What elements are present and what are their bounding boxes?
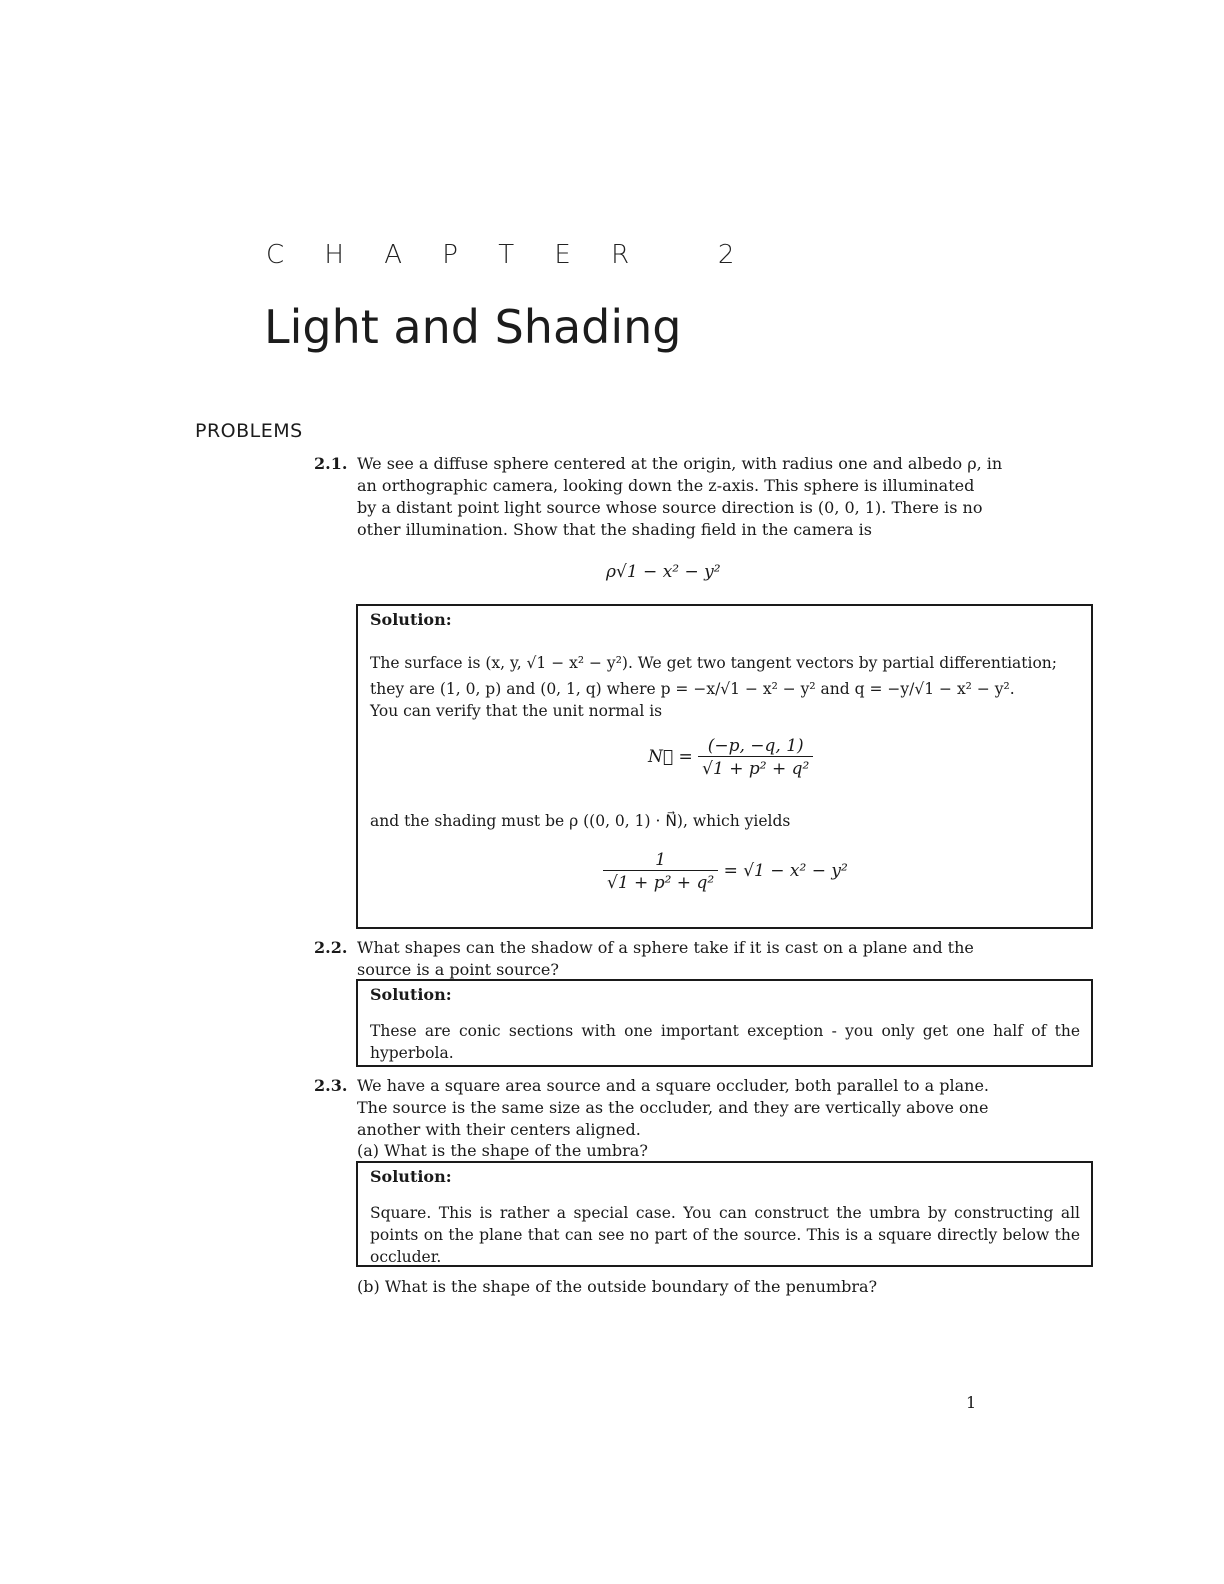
result-equation bbox=[603, 850, 848, 893]
chapter-label: C H A P T E R 2 bbox=[266, 240, 751, 270]
solution-box bbox=[356, 979, 1093, 1067]
part-b bbox=[357, 1276, 877, 1298]
problem-text bbox=[357, 453, 1003, 541]
text-line: We have a square area source and a square occluder, both parallel to a plane. bbox=[357, 1076, 989, 1095]
text-line: by a distant point light source whose source direction is (0, 0, 1). There is no bbox=[357, 498, 983, 517]
text-line: What shapes can the shadow of a sphere take if it is cast on a plane and the bbox=[357, 938, 974, 957]
solution-box bbox=[356, 1161, 1093, 1267]
solution-label: Solution: bbox=[370, 985, 452, 1004]
chapter-title: Light and Shading bbox=[264, 300, 682, 354]
text-line: other illumination. Show that the shading field in the camera is bbox=[357, 520, 872, 539]
solution-line: they are (1, 0, p) and (0, 1, q) where p = −x/√1 − x² − y² and q = −y/√1 − x² − y². bbox=[370, 680, 1015, 698]
result-denominator: √1 + p² + q² bbox=[603, 870, 718, 893]
solution-line: The surface is (x, y, √1 − x² − y²). We get two tangent vectors by partial differentiation; bbox=[370, 654, 1057, 672]
solution-line: You can verify that the unit normal is bbox=[370, 702, 663, 720]
problem-number: 2.3. bbox=[314, 1076, 348, 1095]
problem-number: 2.2. bbox=[314, 938, 348, 957]
shading-text: and the shading must be ρ ((0, 0, 1) · N⃗), which yields bbox=[370, 812, 791, 830]
result-numerator: 1 bbox=[655, 850, 666, 870]
normal-denominator: √1 + p² + q² bbox=[698, 756, 813, 779]
page-number: 1 bbox=[966, 1393, 977, 1412]
problem-text bbox=[357, 937, 977, 981]
normal-numerator: (−p, −q, 1) bbox=[707, 736, 804, 756]
part-label: (b) bbox=[357, 1277, 380, 1296]
text-line: The source is the same size as the occluder, and they are vertically above one bbox=[357, 1098, 989, 1117]
part-question: What is the shape of the outside boundary of the penumbra? bbox=[384, 1277, 878, 1296]
result-fraction bbox=[603, 850, 718, 893]
normal-lhs: N⃗ = bbox=[648, 747, 693, 767]
result-rhs: = √1 − x² − y² bbox=[723, 861, 848, 881]
solution-label: Solution: bbox=[370, 1167, 452, 1186]
problem-number: 2.1. bbox=[314, 454, 348, 473]
part-question: What is the shape of the umbra? bbox=[384, 1141, 648, 1160]
section-heading: PROBLEMS bbox=[195, 420, 303, 442]
part-label: (a) bbox=[357, 1141, 380, 1160]
normal-fraction bbox=[698, 736, 813, 779]
solution-text: These are conic sections with one important exception - you only get one half of the hyperbola. bbox=[370, 1022, 1080, 1062]
text-line: another with their centers aligned. bbox=[357, 1120, 641, 1139]
text-line: We see a diffuse sphere centered at the origin, with radius one and albedo ρ, in bbox=[357, 454, 1003, 473]
solution-label: Solution: bbox=[370, 610, 452, 629]
solution-text: Square. This is rather a special case. You can construct the umbra by constructing all points on the plane that can see no part of the source. This is a square directly below the occluder. bbox=[370, 1204, 1080, 1266]
solution-box bbox=[356, 604, 1093, 929]
shading-equation: ρ√1 − x² − y² bbox=[606, 562, 721, 582]
text-line: source is a point source? bbox=[357, 960, 559, 979]
normal-equation bbox=[648, 736, 813, 779]
part-a bbox=[357, 1140, 648, 1162]
problem-text bbox=[357, 1075, 997, 1141]
text-line: an orthographic camera, looking down the z-axis. This sphere is illuminated bbox=[357, 476, 975, 495]
